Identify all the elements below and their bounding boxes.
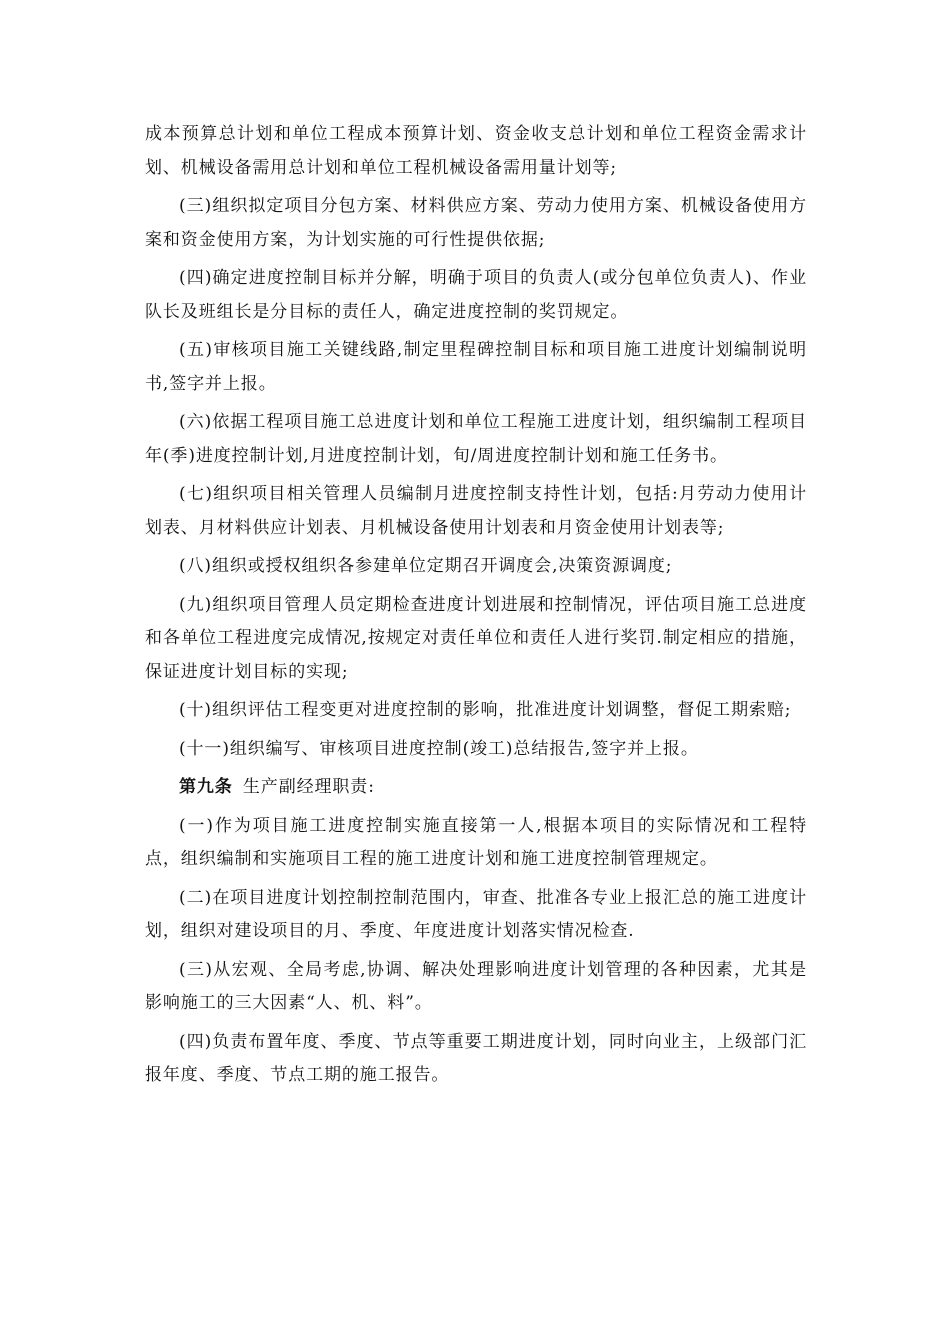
paragraph-text: (十)组织评估工程变更对进度控制的影响，批准进度计划调整，督促工期索赔; — [179, 700, 792, 720]
paragraph-text: (四)负责布置年度、季度、节点等重要工期进度计划，同时向业主，上级部门汇报年度、季度、节点工期的施工报告。 — [145, 1031, 807, 1085]
paragraph-text: (十一)组织编写、审核项目进度控制(竣工)总结报告,签字并上报。 — [179, 738, 699, 759]
paragraph-item-11 — [145, 733, 807, 767]
document-body — [145, 118, 807, 1098]
paragraph-item-4 — [145, 262, 807, 329]
article-title: 生产副经理职责: — [242, 777, 375, 797]
paragraph-text: (四)确定进度控制目标并分解，明确于项目的负责人(或分包单位负责人)、作业队长及班组长是分目标的责任人，确定进度控制的奖罚规定。 — [145, 268, 807, 322]
paragraph-item-7 — [145, 478, 807, 545]
paragraph-item-10 — [145, 694, 807, 728]
article-9-heading — [145, 771, 807, 805]
paragraph-cost-plans — [145, 118, 807, 185]
paragraph-text: (六)依据工程项目施工总进度计划和单位工程施工进度计划，组织编制工程项目年(季)进度控制计划,月进度控制计划，旬/周进度控制计划和施工任务书。 — [145, 412, 807, 466]
paragraph-item-3 — [145, 190, 807, 257]
paragraph-duty-2 — [145, 882, 807, 949]
article-number: 第九条 — [179, 777, 233, 797]
paragraph-text: (一)作为项目施工进度控制实施直接第一人,根据本项目的实际情况和工程特点，组织编制和实施项目工程的施工进度计划和施工进度控制管理规定。 — [145, 815, 807, 869]
paragraph-duty-3 — [145, 954, 807, 1021]
paragraph-text: (三)组织拟定项目分包方案、材料供应方案、劳动力使用方案、机械设备使用方案和资金使用方案，为计划实施的可行性提供依据; — [145, 196, 807, 250]
paragraph-duty-4 — [145, 1026, 807, 1093]
paragraph-item-8 — [145, 550, 807, 584]
paragraph-text: (八)组织或授权组织各参建单位定期召开调度会,决策资源调度; — [179, 556, 673, 576]
paragraph-item-9 — [145, 589, 807, 690]
paragraph-item-5 — [145, 334, 807, 401]
paragraph-text: (五)审核项目施工关键线路,制定里程碑控制目标和项目施工进度计划编制说明书,签字并上报。 — [145, 340, 807, 394]
paragraph-item-6 — [145, 406, 807, 473]
paragraph-text: 成本预算总计划和单位工程成本预算计划、资金收支总计划和单位工程资金需求计划、机械设备需用总计划和单位工程机械设备需用量计划等; — [145, 124, 807, 178]
paragraph-text: (七)组织项目相关管理人员编制月进度控制支持性计划，包括:月劳动力使用计划表、月材料供应计划表、月机械设备使用计划表和月资金使用计划表等; — [145, 484, 807, 538]
paragraph-text: (三)从宏观、全局考虑,协调、解决处理影响进度计划管理的各种因素，尤其是影响施工的三大因素“人、机、料”。 — [145, 959, 807, 1013]
paragraph-text: (二)在项目进度计划控制控制范围内，审查、批准各专业上报汇总的施工进度计划，组织对建设项目的月、季度、年度进度计划落实情况检查. — [145, 887, 807, 941]
paragraph-duty-1 — [145, 810, 807, 877]
paragraph-text: (九)组织项目管理人员定期检查进度计划进展和控制情况，评估项目施工总进度和各单位工程进度完成情况,按规定对责任单位和责任人进行奖罚.制定相应的措施，保证进度计划目标的实现; — [145, 594, 807, 682]
